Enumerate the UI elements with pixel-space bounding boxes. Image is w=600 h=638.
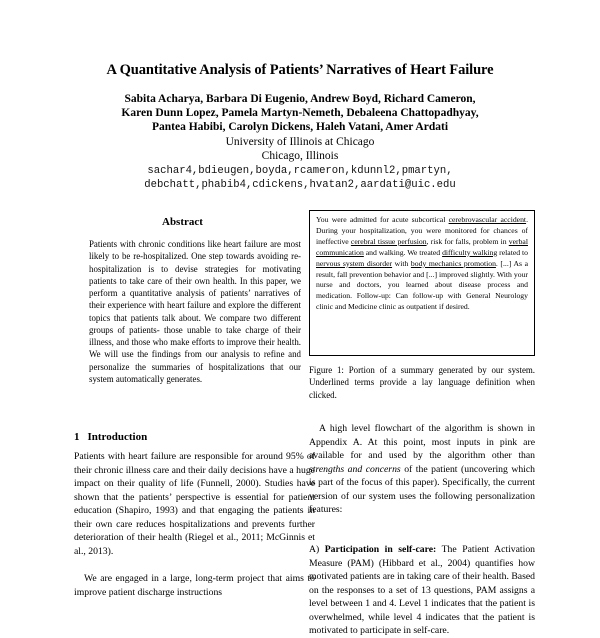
summary-text: and walking. We treated [363, 247, 443, 257]
section-number: 1 [74, 431, 80, 443]
introduction-paragraph: We are engaged in a large, long-term project that aims to improve patient discharge instructions [74, 573, 315, 598]
author-line: Sabita Acharya, Barbara Di Eugenio, Andrew Boyd, Richard Cameron, [124, 93, 476, 105]
author-list [0, 92, 600, 135]
figure-summary-box [309, 210, 535, 356]
email-list [0, 164, 600, 192]
summary-text: with [392, 258, 411, 268]
author-line: Pantea Habibi, Carolyn Dickens, Haleh Vatani, Amer Ardati [151, 121, 449, 134]
lay-term-link[interactable]: nervous system disorder [316, 258, 393, 268]
affiliation-city: Chicago, Illinois [261, 150, 339, 163]
abstract-text: Patients with chronic conditions like heart failure are most likely to be re-hospitalized. One step towards avoiding re-hospitalization is to devise strategies for motivating patients to take care of their own health. In this paper, we perform a quantitative analysis of patients’ narratives of their experience with heart failure and explore the different topics that patients talk about. We compare two different groups of patients- those unable to take charge of their illness, and those who make efforts to improve their health. We will use the findings from our analysis to refine and personalize the summaries of hospitalizations that our system automatically generates. [89, 239, 301, 384]
body-text: The Patient Activation Measure (PAM) (Hibbard et al., 2004) quantifies how motivated patients are in taking care of their health. Based on the responses to a set of 13 questions, PAM assigns a level between 1 and 4. Level 1 indicates that the patient is overwhelmed, while level 4 indicates that the patient is motivated to participate in self-care. [309, 544, 536, 636]
lay-term-link[interactable]: difficulty walking [442, 247, 498, 257]
body-paragraph [309, 543, 535, 638]
body-emphasis: strengths and concerns [309, 463, 401, 475]
summary-text: , risk for falls, problem in [426, 236, 509, 246]
affiliation [0, 135, 600, 163]
email-line: sachar4,bdieugen,boyda,rcameron,kdunnl2,pmartyn, [147, 165, 453, 177]
email-line: debchatt,phabib4,cdickens,hvatan2,aardati@uic.edu [144, 179, 456, 191]
summary-text: . [...] As a result, fall prevention behavior and [...] improved slightly. With your nurse and doctors, you learned about disease process and medication. Follow-up: Can follow-up with General Neurology clinic and Medicine clinic as outpatient if desired. [316, 258, 529, 312]
lay-term-link[interactable]: cerebrovascular accident [448, 215, 527, 224]
author-line: Karen Dunn Lopez, Pamela Martyn-Nemeth, Debaleena Chattopadhyay, [121, 107, 479, 120]
lay-term-link[interactable]: body mechanics promotion [410, 258, 496, 268]
abstract-heading: Abstract [162, 216, 203, 228]
section-heading-introduction [74, 431, 147, 443]
summary-text: You were admitted for acute subcortical [316, 215, 449, 224]
summary-text: related to [497, 247, 528, 257]
feature-heading: Participation in self-care: [324, 544, 437, 555]
body-text: A high level flowchart of the algorithm is shown in Appendix A. At this point, most inputs in pink are available for and used by the algorithm other than [309, 423, 535, 461]
paper-title: A Quantitative Analysis of Patients’ Narratives of Heart Failure [106, 62, 494, 78]
figure-caption: Figure 1: Portion of a summary generated by our system. Underlined terms provide a lay language definition when clicked. [309, 365, 535, 400]
section-title: Introduction [87, 431, 148, 443]
introduction-paragraph: Patients with heart failure are responsible for around 95% of their chronic illness care and their daily decisions have a huge impact on their quality of life (Funnell, 2000). Studies have shown that the patients’ perspective is essential for patient education (Shapiro, 1993) and that engaging the patients in their own care reduces hospitalizations and prevents further deterioration of their health (Riegel et al., 2011; McGinnis et al., 2013). [74, 451, 315, 557]
body-text: of the patient (uncovering which is part of the focus of this paper). Specifically, the current version of our system uses the following personalization features: [309, 463, 536, 515]
lay-term-link[interactable]: verbal communication [316, 236, 528, 257]
summary-text: . During your hospitalization, you were monitored for chances of ineffective [316, 215, 528, 246]
lay-term-link[interactable]: cerebral tissue perfusion [350, 236, 427, 246]
feature-label: A) [309, 544, 325, 555]
body-paragraph [309, 422, 535, 517]
affiliation-university: University of Illinois at Chicago [225, 136, 375, 148]
